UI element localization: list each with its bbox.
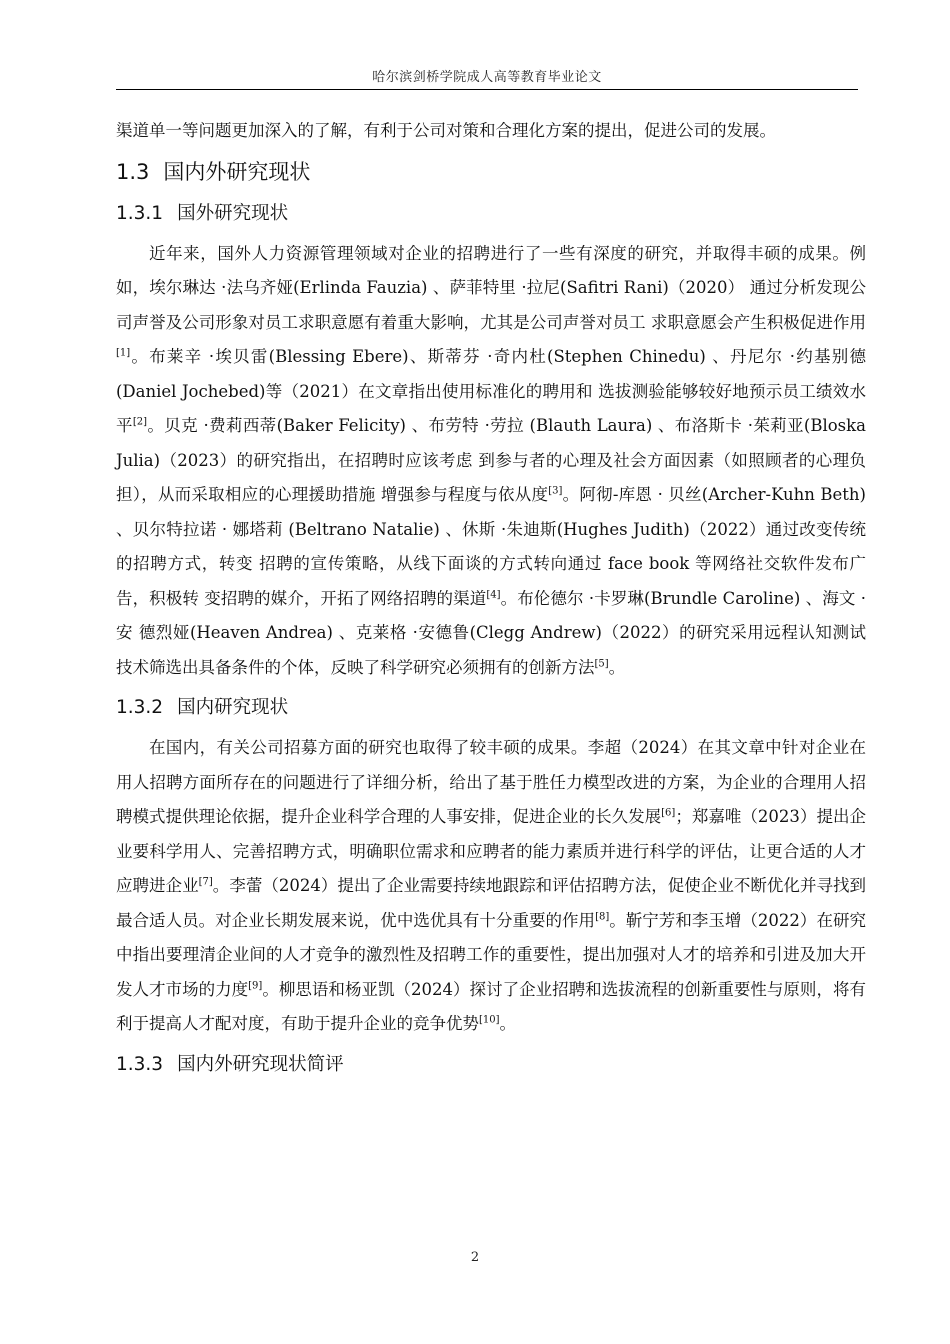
text-run: 。靳宁芳和李玉增（2022）在研究中指出要理清企业间的人才竞争的激烈性及招聘工作的重要性，提出加强对人才的培养和引进及加大开发人才市场的力度 bbox=[116, 910, 866, 999]
intro-line: 渠道单一等问题更加深入的了解，有利于公司对策和合理化方案的提出，促进公司的发展。 bbox=[116, 121, 776, 140]
page-number: 2 bbox=[470, 1250, 480, 1265]
citation-superscript: [1] bbox=[116, 347, 131, 359]
section-title: 国内研究现状 bbox=[177, 697, 289, 718]
citation-superscript: [7] bbox=[198, 876, 213, 888]
section-title: 国外研究现状 bbox=[177, 202, 289, 224]
citation-superscript: [5] bbox=[594, 658, 609, 669]
text-run: 近年来，国外人力资源管理领域对企业的招聘进行了一些有深度的研究，并取得丰硕的成果。例如，埃尔琳达 ·法乌齐娅(Erlinda Fauzia) 、萨菲特里 ·拉尼(Safitri Rani)（2020） 通过分析发现公司声誉及公司形象对员工求职意愿有着重大影响，尤其是公司声誉对员工 求职意愿会产生积极促进作用 bbox=[116, 243, 866, 332]
section-heading-1-3 bbox=[116, 155, 866, 189]
text-run: 在国内，有关公司招募方面的研究也取得了较丰硕的成果。李超（2024）在其文章中针对企业在用人招聘方面所存在的问题进行了详细分析，给出了基于胜任力模型改进的方案，为企业的合理用人招聘模式提供理论依据，提升企业科学合理的人事安排，促进企业的长久发展 bbox=[116, 738, 866, 826]
citation-superscript: [6] bbox=[661, 807, 676, 819]
section-number: 1.3.3 bbox=[116, 1053, 164, 1075]
text-run: ；郑嘉唯（2023）提出企业要科学用人、完善招聘方式，明确职位需求和应聘者的能力素质并进行科学的评估，让更合适的人才应聘进企业 bbox=[116, 807, 866, 895]
text-run: 。贝克 ·费莉西蒂(Baker Felicity) 、布劳特 ·劳拉 (Blauth Laura) 、布洛斯卡 ·茱莉亚(Bloska Julia)（2023）的研究指出，在招聘时应该考虑 到参与者的心理及社会方面因素（如照顾者的心理负担），从而采取相应的心理援助措施 增强参与程度与依从度 bbox=[116, 416, 866, 504]
section-title: 国内外研究现状 bbox=[163, 159, 311, 184]
section-heading-1-3-1 bbox=[116, 197, 866, 231]
paragraph-domestic-research bbox=[116, 731, 866, 1042]
text-run: 。李蕾（2024）提出了企业需要持续地跟踪和评估招聘方法，促使企业不断优化并寻找到最合适人员。对企业长期发展来说，优中选优具有十分重要的作用 bbox=[116, 876, 867, 930]
section-number: 1.3.1 bbox=[116, 202, 164, 224]
citation-superscript: [3] bbox=[548, 485, 563, 497]
text-run: 。柳思语和杨亚凯（2024）探讨了企业招聘和选拔流程的创新重要性与原则，将有利于提高人才配对度，有助于提升企业的竞争优势 bbox=[116, 979, 866, 1033]
document-body bbox=[116, 114, 866, 1088]
text-run: 。阿彻-库恩 · 贝丝(Archer-Kuhn Beth) 、贝尔特拉诺 · 娜塔莉 (Beltrano Natalie) 、休斯 ·朱迪斯(Hughes Judith)（2022）通过改变传统的招聘方式，转变 招聘的宣传策略，从线下面谈的方式转向通过 face book 等网络社交软件发布广告，积极转 变招聘的媒介，开拓了网络招聘的渠道 bbox=[116, 485, 866, 608]
citation-superscript: [4] bbox=[486, 589, 501, 600]
citation-superscript: [9] bbox=[248, 980, 263, 991]
text-run: 。布莱辛 ·埃贝雷(Blessing Ebere)、斯蒂芬 ·奇内杜(Stephen Chinedu) 、丹尼尔 ·约基别德(Daniel Jochebed)等（2021）在文章指出使用标准化的聘用和 选拔测验能够较好地预示员工绩效水平 bbox=[116, 347, 866, 435]
citation-superscript: [2] bbox=[132, 416, 148, 428]
section-title: 国内外研究现状简评 bbox=[177, 1053, 344, 1075]
citation-superscript: [8] bbox=[595, 911, 610, 922]
header-divider bbox=[116, 89, 858, 90]
section-number: 1.3 bbox=[116, 159, 150, 184]
section-heading-1-3-2 bbox=[116, 691, 866, 725]
citation-superscript: [10] bbox=[479, 1014, 500, 1026]
text-run: 。 bbox=[499, 1014, 517, 1033]
paragraph-foreign-research bbox=[116, 237, 866, 686]
text-run: 。 bbox=[608, 657, 626, 677]
page-header-title: 哈尔滨剑桥学院成人高等教育毕业论文 bbox=[372, 70, 602, 85]
section-number: 1.3.2 bbox=[116, 697, 164, 718]
section-heading-1-3-3 bbox=[116, 1048, 866, 1082]
text-run: 。布伦德尔 ·卡罗琳(Brundle Caroline) 、海文 ·安 德烈娅(Heaven Andrea) 、克莱格 ·安德鲁(Clegg Andrew)（2022）的研究采用远程认知测试 技术筛选出具备条件的个体，反映了科学研究必须拥有的创新方法 bbox=[116, 588, 866, 677]
